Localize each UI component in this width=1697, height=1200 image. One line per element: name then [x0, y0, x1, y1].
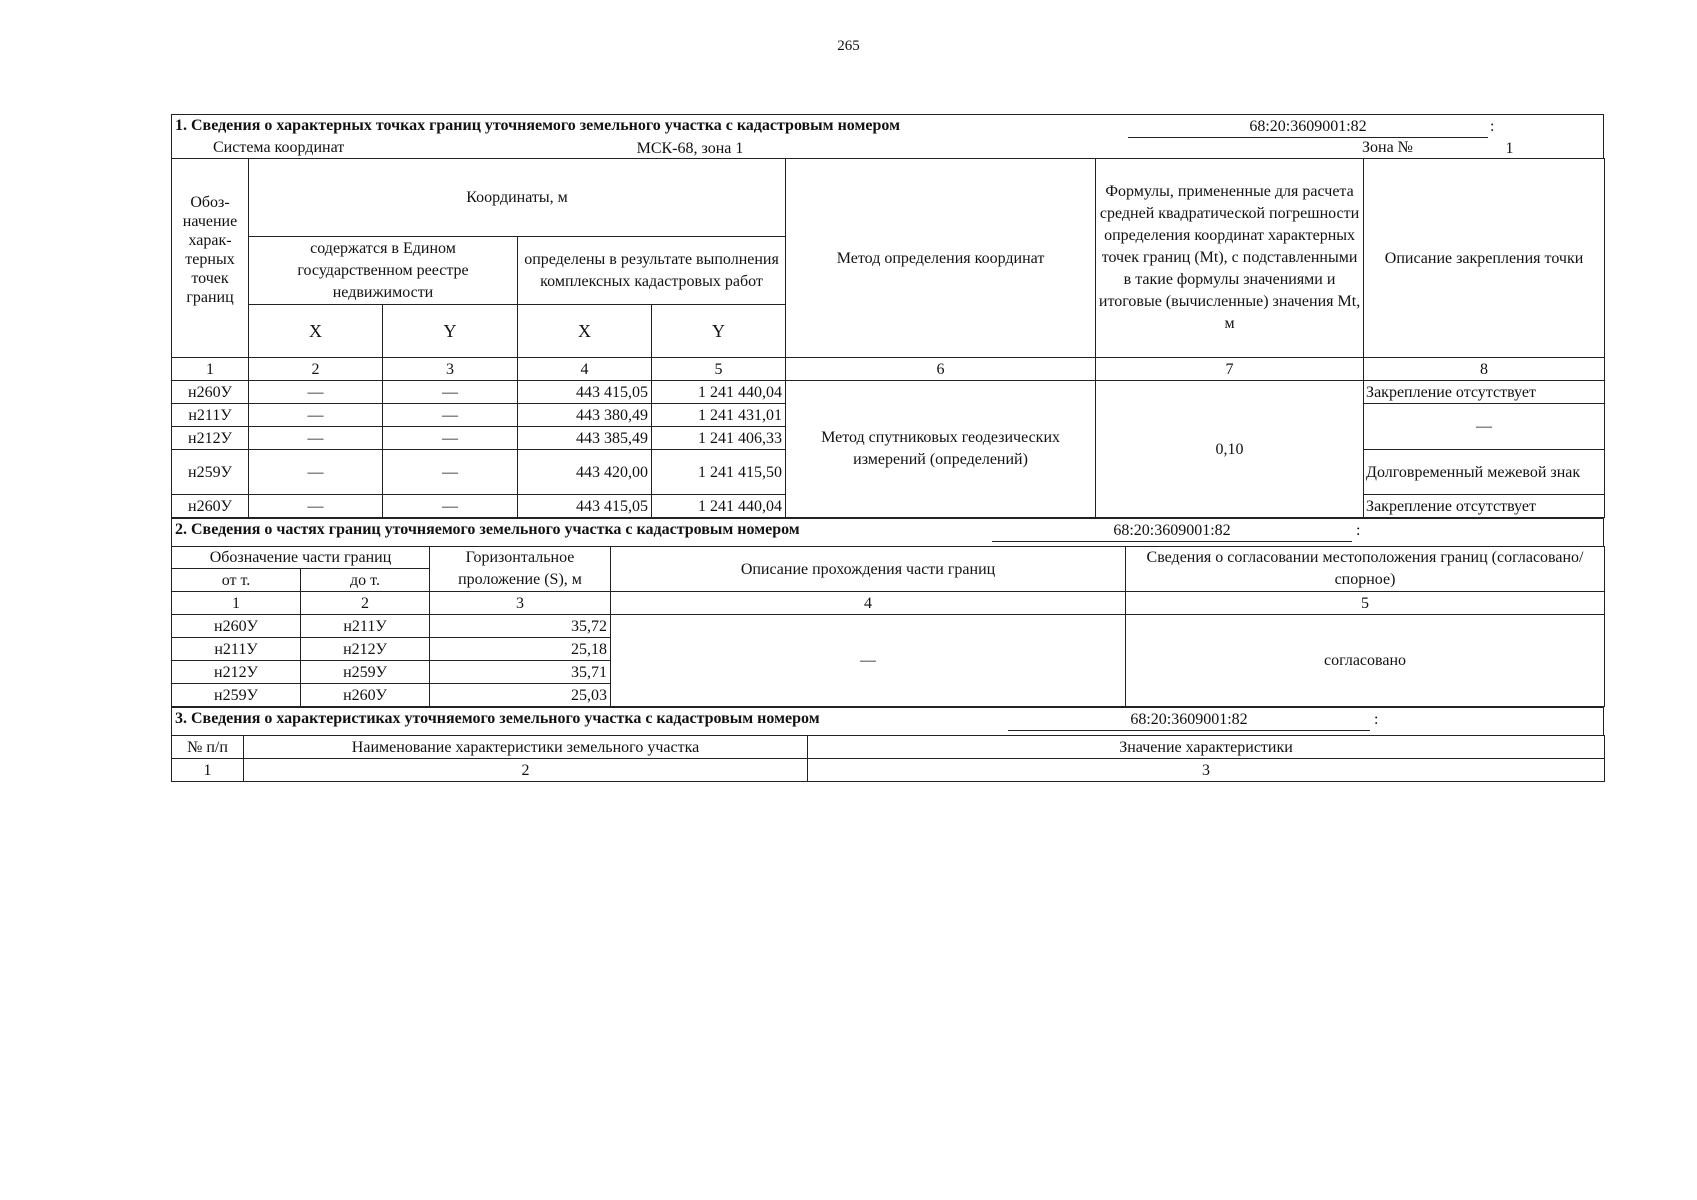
- table-row: [172, 615, 1605, 638]
- colnum-4: 4: [611, 592, 1126, 615]
- mt-value: 0,10: [1096, 381, 1364, 518]
- section2-header: [171, 518, 1604, 546]
- to-point: н260У: [301, 684, 430, 707]
- length-value: 25,18: [430, 638, 611, 661]
- header-from: от т.: [172, 569, 301, 592]
- from-point: н260У: [172, 615, 301, 638]
- header-fixing: Описание закрепления точки: [1364, 159, 1605, 358]
- section2-table: [171, 546, 1605, 707]
- section3-table: [171, 735, 1605, 782]
- section3-header: [171, 707, 1604, 735]
- header-formula: Формулы, примененные для расчета средней квадратической погрешности определения координат характерных точек границ (Mt), с подставленными в такие формулы значениями и итоговые (вычисленные) значения Mt, м: [1096, 159, 1364, 358]
- y-egrn: —: [383, 427, 518, 450]
- colnum-3: 3: [430, 592, 611, 615]
- header-y: Y: [652, 305, 786, 358]
- colnum-7: 7: [1096, 358, 1364, 381]
- x-value: 443 415,05: [518, 495, 652, 518]
- point-name: н211У: [172, 404, 249, 427]
- section3-colon: :: [1374, 711, 1379, 728]
- section1-colon: :: [1490, 118, 1495, 135]
- x-value: 443 420,00: [518, 450, 652, 495]
- header-works: определены в результате выполнения комплексных кадастровых работ: [518, 237, 786, 305]
- coord-system-label: Система координат: [213, 139, 345, 156]
- colnum-1: 1: [172, 358, 249, 381]
- header-y-egrn: Y: [383, 305, 518, 358]
- header-method: Метод определения координат: [786, 159, 1096, 358]
- table-row: [172, 381, 1605, 404]
- colnum-2: 2: [244, 759, 808, 782]
- header-agreement: Сведения о согласовании местоположения границ (согласовано/спорное): [1126, 547, 1605, 592]
- x-egrn: —: [249, 427, 383, 450]
- page-number: 265: [837, 38, 860, 54]
- header-description: Описание прохождения части границ: [611, 547, 1126, 592]
- zone-label: Зона №: [1362, 139, 1413, 156]
- section2-colon: :: [1356, 522, 1361, 539]
- y-egrn: —: [383, 495, 518, 518]
- colnum-1: 1: [172, 759, 244, 782]
- header-to: до т.: [301, 569, 430, 592]
- fixing-value: Закрепление отсутствует: [1364, 381, 1605, 404]
- section1-header: [171, 114, 1604, 158]
- header-value: Значение характеристики: [808, 736, 1605, 759]
- colnum-5: 5: [652, 358, 786, 381]
- point-name: н260У: [172, 495, 249, 518]
- x-value: 443 415,05: [518, 381, 652, 404]
- x-egrn: —: [249, 495, 383, 518]
- fixing-value: Долговременный межевой знак: [1364, 450, 1605, 495]
- cadastral-document: [171, 114, 1604, 782]
- x-egrn: —: [249, 450, 383, 495]
- section2-cadastral-number: 68:20:3609001:82: [992, 521, 1352, 542]
- to-point: н212У: [301, 638, 430, 661]
- section1-title: 1. Сведения о характерных точках границ уточняемого земельного участка с кадастровым номером: [175, 117, 900, 134]
- x-value: 443 380,49: [518, 404, 652, 427]
- from-point: н212У: [172, 661, 301, 684]
- header-num: № п/п: [172, 736, 244, 759]
- description-value: —: [611, 615, 1126, 707]
- header-name: Наименование характеристики земельного участка: [244, 736, 808, 759]
- header-designation: Обоз-начение харак-терных точек границ: [172, 159, 249, 358]
- y-value: 1 241 440,04: [652, 495, 786, 518]
- section2-title: 2. Сведения о частях границ уточняемого земельного участка с кадастровым номером: [175, 521, 800, 538]
- y-egrn: —: [383, 450, 518, 495]
- point-name: н259У: [172, 450, 249, 495]
- x-egrn: —: [249, 381, 383, 404]
- y-value: 1 241 406,33: [652, 427, 786, 450]
- to-point: н211У: [301, 615, 430, 638]
- point-name: н260У: [172, 381, 249, 404]
- header-length: Горизонтальное проложение (S), м: [430, 547, 611, 592]
- colnum-2: 2: [301, 592, 430, 615]
- y-value: 1 241 440,04: [652, 381, 786, 404]
- agreement-value: согласовано: [1126, 615, 1605, 707]
- colnum-4: 4: [518, 358, 652, 381]
- y-value: 1 241 415,50: [652, 450, 786, 495]
- colnum-6: 6: [786, 358, 1096, 381]
- header-part: Обозначение части границ: [172, 547, 430, 569]
- header-x-egrn: X: [249, 305, 383, 358]
- x-value: 443 385,49: [518, 427, 652, 450]
- header-x: X: [518, 305, 652, 358]
- fixing-value: Закрепление отсутствует: [1364, 495, 1605, 518]
- length-value: 35,71: [430, 661, 611, 684]
- colnum-5: 5: [1126, 592, 1605, 615]
- method-value: Метод спутниковых геодезических измерений (определений): [786, 381, 1096, 518]
- from-point: н259У: [172, 684, 301, 707]
- point-name: н212У: [172, 427, 249, 450]
- colnum-8: 8: [1364, 358, 1605, 381]
- colnum-3: 3: [383, 358, 518, 381]
- length-value: 25,03: [430, 684, 611, 707]
- fixing-value: —: [1364, 404, 1605, 450]
- to-point: н259У: [301, 661, 430, 684]
- from-point: н211У: [172, 638, 301, 661]
- section3-cadastral-number: 68:20:3609001:82: [1008, 710, 1370, 731]
- zone-value: 1: [1427, 139, 1592, 159]
- header-egrn: содержатся в Едином государственном реестре недвижимости: [249, 237, 518, 305]
- section3-title: 3. Сведения о характеристиках уточняемого земельного участка с кадастровым номером: [175, 710, 820, 727]
- y-egrn: —: [383, 381, 518, 404]
- length-value: 35,72: [430, 615, 611, 638]
- colnum-1: 1: [172, 592, 301, 615]
- colnum-2: 2: [249, 358, 383, 381]
- x-egrn: —: [249, 404, 383, 427]
- section1-cadastral-number: 68:20:3609001:82: [1128, 117, 1488, 138]
- colnum-3: 3: [808, 759, 1605, 782]
- section1-table: [171, 158, 1605, 518]
- y-value: 1 241 431,01: [652, 404, 786, 427]
- y-egrn: —: [383, 404, 518, 427]
- coord-system-value: МСК-68, зона 1: [377, 139, 1003, 159]
- header-coordinates: Координаты, м: [249, 159, 786, 237]
